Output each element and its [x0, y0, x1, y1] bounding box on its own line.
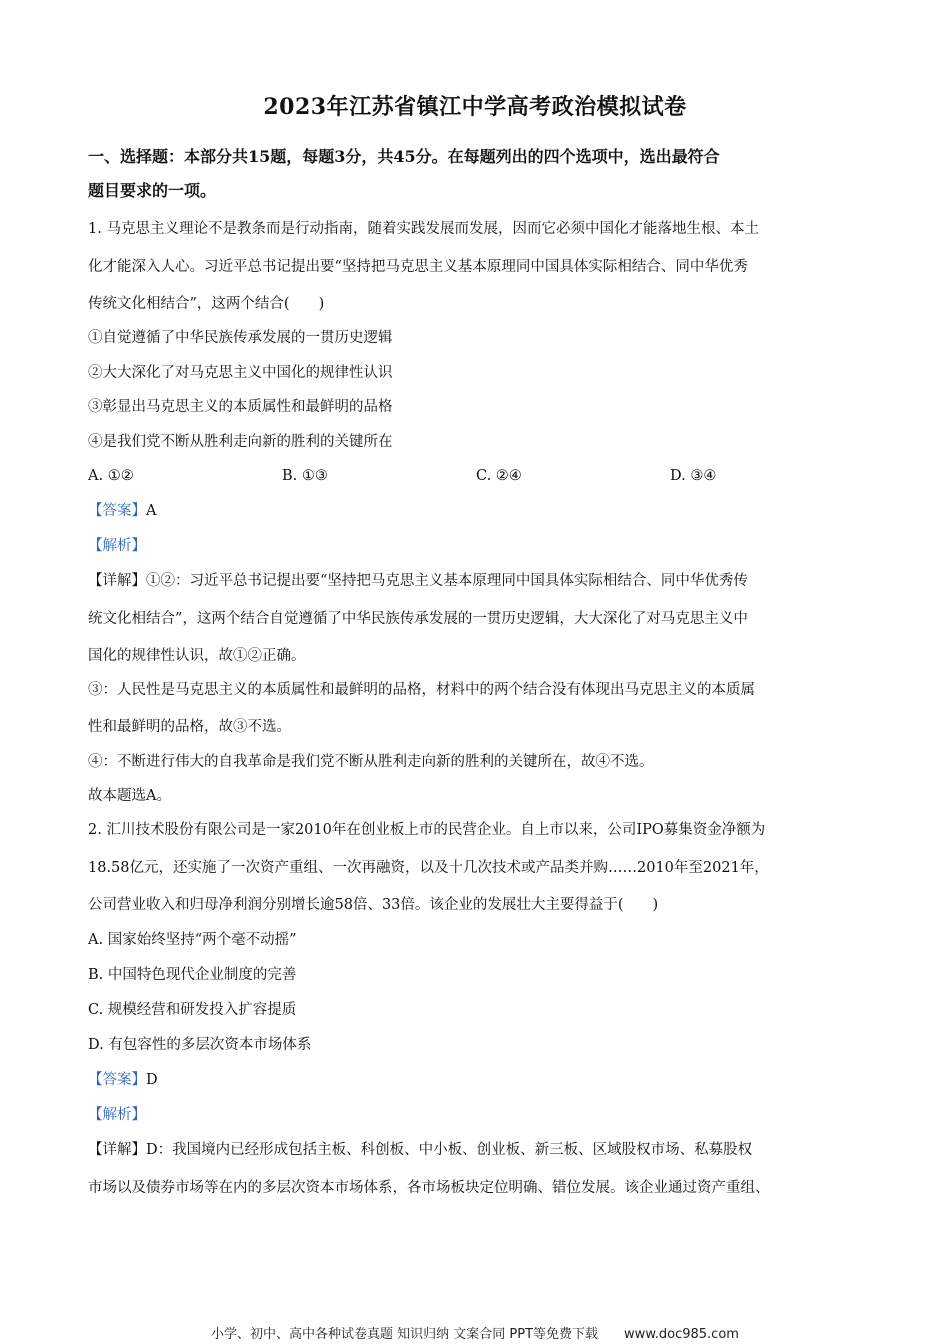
q1-detail-line: ③：人民性是马克思主义的本质属性和最鲜明的品格，材料中的两个结合没有体现出马克思主义的本质属	[88, 682, 755, 698]
answer-value: D	[146, 1072, 158, 1088]
analysis-tag: 【解析】	[88, 538, 146, 554]
answer-tag: 【答案】	[88, 503, 146, 519]
q1-answer	[88, 501, 878, 521]
section-heading-line: 一、选择题：本部分共15题，每题3分，共45分。在每题列出的四个选项中，选出最符合	[88, 147, 720, 166]
q2-detail-line: 市场以及债券市场等在内的多层次资本市场体系，各市场板块定位明确、错位发展。该企业通过资产重组、	[88, 1180, 770, 1196]
q2-option-a: A. 国家始终坚持“两个毫不动摇”	[88, 932, 297, 948]
detail-text: D：我国境内已经形成包括主板、科创板、中小板、创业板、新三板、区域股权市场、私募股权	[146, 1142, 753, 1158]
q2-option-b: B. 中国特色现代企业制度的完善	[88, 967, 297, 983]
page-footer: 小学、初中、高中各种试卷真题 知识归纳 文案合同 PPT等免费下载 www.doc985.com	[211, 1327, 739, 1342]
page-title: 2023年江苏省镇江中学高考政治模拟试卷	[263, 94, 687, 120]
answer-value: A	[146, 503, 157, 519]
q2-analysis	[88, 1105, 878, 1125]
q2-detail-line	[88, 1140, 878, 1160]
q1-analysis	[88, 536, 878, 556]
q1-statement: ②大大深化了对马克思主义中国化的规律性认识	[88, 365, 393, 381]
q2-answer	[88, 1070, 878, 1090]
q1-statement: ①自觉遵循了中华民族传承发展的一贯历史逻辑	[88, 330, 393, 346]
detail-tag: 【详解】	[88, 573, 146, 589]
q1-option-d: D. ③④	[670, 468, 717, 484]
q2-option-d: D. 有包容性的多层次资本市场体系	[88, 1037, 312, 1053]
q1-option-c: C. ②④	[476, 468, 522, 484]
q1-statement: ④是我们党不断从胜利走向新的胜利的关键所在	[88, 434, 393, 450]
detail-text: ①②：习近平总书记提出要“坚持把马克思主义基本原理同中国具体实际相结合、同中华优秀传	[146, 573, 748, 589]
q1-stem-line: 化才能深入人心。习近平总书记提出要“坚持把马克思主义基本原理同中国具体实际相结合、同中华优秀	[88, 259, 748, 275]
answer-tag: 【答案】	[88, 1072, 146, 1088]
q2-stem-line: 公司营业收入和归母净利润分别增长逾58倍、33倍。该企业的发展壮大主要得益于( )	[88, 897, 659, 913]
q1-option-a: A. ①②	[88, 468, 134, 484]
detail-tag: 【详解】	[88, 1142, 146, 1158]
q1-statement: ③彰显出马克思主义的本质属性和最鲜明的品格	[88, 399, 393, 415]
q1-option-b: B. ①③	[282, 468, 328, 484]
q1-detail-line: 统文化相结合”，这两个结合自觉遵循了中华民族传承发展的一贯历史逻辑，大大深化了对马克思主义中	[88, 611, 748, 627]
q2-stem-line: 18.58亿元，还实施了一次资产重组、一次再融资，以及十几次技术或产品类并购……2010年至2021年，	[88, 860, 769, 876]
section-heading	[88, 140, 868, 208]
q1-stem-line: 传统文化相结合”，这两个结合( )	[88, 296, 325, 312]
q1-stem-line: 1. 马克思主义理论不是教条而是行动指南，随着实践发展而发展，因而它必须中国化才能落地生根、本土	[88, 221, 759, 237]
q1-detail-line	[88, 571, 878, 591]
q2-option-c: C. 规模经营和研发投入扩容提质	[88, 1002, 297, 1018]
section-heading-line: 题目要求的一项。	[88, 181, 217, 200]
q1-detail-line: 国化的规律性认识，故①②正确。	[88, 648, 306, 664]
q1-detail-line: ④：不断进行伟大的自我革命是我们党不断从胜利走向新的胜利的关键所在，故④不选。	[88, 754, 654, 770]
q2-stem-line: 2. 汇川技术股份有限公司是一家2010年在创业板上市的民营企业。自上市以来，公司IPO募集资金净额为	[88, 822, 766, 838]
q1-detail-line: 性和最鲜明的品格，故③不选。	[88, 719, 291, 735]
q1-conclusion: 故本题选A。	[88, 788, 171, 804]
analysis-tag: 【解析】	[88, 1107, 146, 1123]
